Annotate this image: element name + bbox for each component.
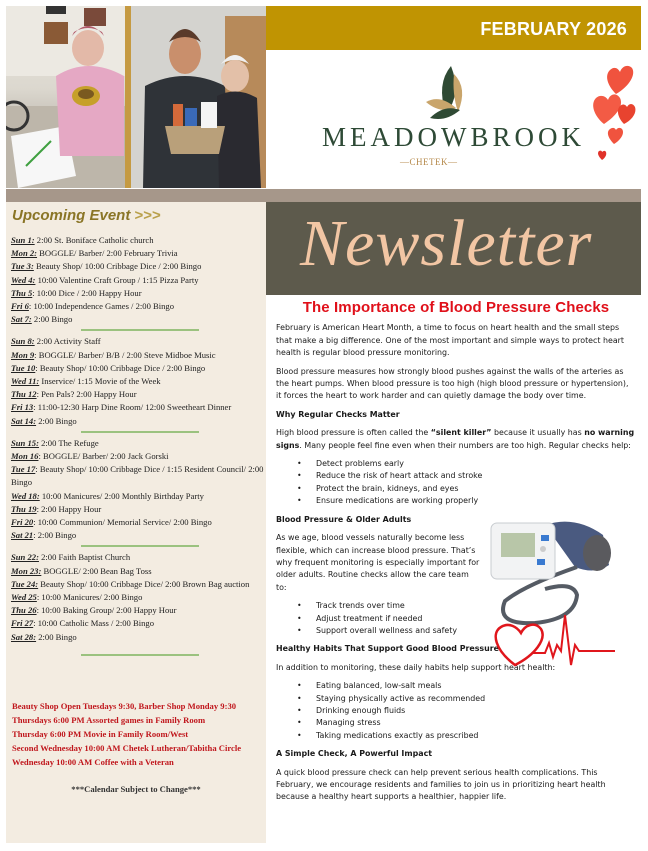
notice-item: Beauty Shop Open Tuesdays 9:30, Barber Shop Monday 9:30: [12, 701, 237, 711]
notice-item: Thursday 6:00 PM Movie in Family Room/West: [12, 729, 189, 739]
event-row: Sat 21: 2:00 Bingo: [11, 530, 77, 541]
list-item: • Staying physically active as recommended: [276, 693, 636, 705]
event-row: Mon 23: BOGGLE/ 2:00 Bean Bag Toss: [11, 565, 152, 576]
event-row: Mon 9: BOGGLE/ Barber/ B/B / 2:00 Steve Midboe Music: [11, 349, 216, 360]
article-paragraph: High blood pressure is often called the “silent killer” because it usually has no warning signs. Many people feel fine even when their numbers are too high. Regular checks help:: [276, 428, 635, 450]
events-sidebar: [6, 202, 266, 843]
events-calendar: [11, 234, 266, 660]
list-item: • Track trends over time: [276, 600, 636, 612]
week-divider: [81, 545, 199, 547]
list-item: • Taking medications exactly as prescribed: [276, 730, 636, 742]
notice-item: Wednesday 10:00 AM Coffee with a Veteran: [12, 757, 174, 767]
article-title: The Importance of Blood Pressure Checks: [302, 299, 610, 316]
notice-item: Thursdays 6:00 PM Assorted games in Family Room: [12, 715, 206, 725]
event-row: Tue 3: Beauty Shop/ 10:00 Cribbage Dice / 2:00 Bingo: [11, 261, 202, 272]
event-row: Sun 22: 2:00 Faith Baptist Church: [11, 552, 131, 563]
section-heading: Why Regular Checks Matter: [276, 409, 400, 419]
blood-pressure-monitor-icon: [485, 505, 625, 685]
week-3: [11, 437, 266, 543]
checks-list: [276, 458, 636, 508]
event-row: Thu 26: 10:00 Baking Group/ 2:00 Happy Hour: [11, 605, 177, 616]
brand-location: —CHETEK—: [400, 157, 458, 167]
staff-with-gift-basket-photo: [125, 6, 266, 188]
divider-band: [6, 189, 641, 202]
event-row: Sat 14: 2:00 Bingo: [11, 415, 77, 426]
event-row: Fri 6: 10:00 Independence Games / 2:00 Bingo: [11, 301, 175, 312]
arrows-icon: >>>: [134, 207, 161, 224]
habits-list: [276, 680, 636, 742]
article-closing: A quick blood pressure check can help prevent serious health complications. This February, we encourage residents and families to join us in prioritizing heart health because a healthy heart supports a healthier, happier life.: [276, 767, 606, 802]
event-row: Fri 13: 11:00-12:30 Harp Dine Room/ 12:00 Sweetheart Dinner: [11, 402, 232, 413]
calendar-disclaimer: ***Calendar Subject to Change***: [71, 784, 201, 794]
event-row: Wed 25: 10:00 Manicures/ 2:00 Bingo: [11, 592, 143, 603]
list-item: • Detect problems early: [276, 458, 636, 470]
recurring-notices: [12, 699, 241, 769]
resident-holding-bowl-photo: [6, 6, 125, 188]
week-divider: [81, 329, 199, 331]
meadowbrook-leaf-logo-icon: [424, 64, 474, 120]
article-paragraph: As we age, blood vessels naturally become less flexible, which can increase blood pressure. That’s why frequent monitoring is especially important for older adults. Routine checks allow the care team to:: [276, 533, 480, 592]
list-item: • Managing stress: [276, 717, 636, 729]
list-item: • Reduce the risk of heart attack and stroke: [276, 470, 636, 482]
event-row: Tue 17: Beauty Shop/ 10:00 Cribbage Dice / 1:15 Resident Council/ 2:00 Bingo: [11, 464, 264, 488]
logo-area: [266, 50, 641, 189]
list-item: • Protect the brain, kidneys, and eyes: [276, 483, 636, 495]
newsletter-banner: [266, 202, 641, 295]
week-divider: [81, 431, 199, 433]
section-heading: Healthy Habits That Support Good Blood Pressure: [276, 644, 499, 654]
list-item: • Adjust treatment if needed: [276, 613, 636, 625]
issue-month: FEBRUARY 2026: [480, 19, 627, 39]
event-row: Sat 28: 2:00 Bingo: [11, 631, 77, 642]
newsletter-title: Newsletter: [300, 207, 593, 280]
month-banner: [266, 6, 641, 50]
notice-item: Second Wednesday 10:00 AM Chetek Lutheran/Tabitha Circle: [12, 743, 242, 753]
events-heading: Upcoming Event >>>: [12, 207, 161, 224]
event-row: Tue 10: Beauty Shop/ 10:00 Cribbage Dice / 2:00 Bingo: [11, 362, 206, 373]
list-item: • Ensure medications are working properly: [276, 495, 636, 507]
week-divider: [81, 654, 199, 656]
event-row: Wed 18: 10:00 Manicures/ 2:00 Monthly Birthday Party: [11, 490, 204, 501]
event-row: Fri 27: 10:00 Catholic Mass / 2:00 Bingo: [11, 618, 155, 629]
event-row: Sun 8: 2:00 Activity Staff: [11, 336, 101, 347]
event-row: Fri 20: 10:00 Communion/ Memorial Service/ 2:00 Bingo: [11, 517, 212, 528]
event-row: Thu 5: 10:00 Dice / 2:00 Happy Hour: [11, 287, 142, 298]
event-row: Thu 12: Pen Pals? 2:00 Happy Hour: [11, 389, 137, 400]
event-row: Sat 7: 2:00 Bingo: [11, 314, 73, 325]
event-row: Sun 1: 2:00 St. Boniface Catholic church: [11, 235, 154, 245]
event-row: Tue 24: Beauty Shop/ 10:00 Cribbage Dice/ 2:00 Brown Bag auction: [11, 578, 250, 589]
event-row: Wed 4: 10:00 Valentine Craft Group / 1:15 Pizza Party: [11, 274, 199, 285]
section-heading: A Simple Check, A Powerful Impact: [276, 749, 433, 759]
valentine-hearts-icon: [586, 58, 636, 168]
brand-name: MEADOWBROOK: [322, 122, 585, 152]
list-item: • Support overall wellness and safety: [276, 625, 636, 637]
article-paragraph: In addition to monitoring, these daily habits help support heart health:: [276, 662, 556, 672]
list-item: • Eating balanced, low-salt meals: [276, 680, 636, 692]
section-heading: Blood Pressure & Older Adults: [276, 514, 412, 524]
article-intro: February is American Heart Month, a time to focus on heart health and the small steps that make a big difference. One of the most important and simple ways to protect heart health is regular blood pressure monitoring.: [276, 323, 624, 358]
event-row: Mon 2: BOGGLE/ Barber/ 2:00 February Trivia: [11, 248, 178, 259]
event-row: Mon 16: BOGGLE/ Barber/ 2:00 Jack Gorski: [11, 451, 169, 462]
event-row: Sun 15: 2:00 The Refuge: [11, 437, 99, 448]
event-row: Wed 11: Inservice/ 1:15 Movie of the Week: [11, 376, 161, 387]
week-1: [11, 234, 266, 326]
event-row: Thu 19: 2:00 Happy Hour: [11, 503, 102, 514]
article-paragraph: Blood pressure measures how strongly blood pushes against the walls of the arteries as the heart pumps. When blood pressure is too high (high blood pressure or hypertension), it forces the heart to work harder and can quietly damage the body over time.: [276, 366, 629, 401]
week-4: [11, 551, 266, 643]
week-2: [11, 335, 266, 427]
list-item: • Drinking enough fluids: [276, 705, 636, 717]
